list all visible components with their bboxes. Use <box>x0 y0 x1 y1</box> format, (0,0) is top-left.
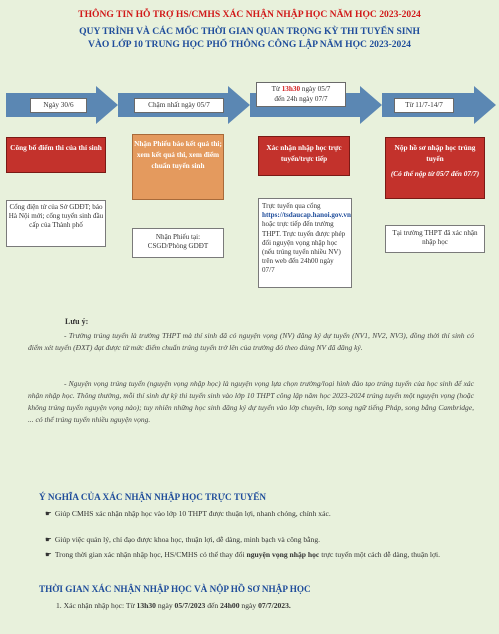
step2-info: Nhận Phiếu tại: CSGD/Phòng GDĐT <box>132 228 224 258</box>
page-title: THÔNG TIN HỖ TRỢ HS/CMHS XÁC NHẬN NHẬP HỌC NĂM HỌC 2023-2024 <box>78 9 421 20</box>
pointing-hand-icon: ☛ <box>45 550 52 559</box>
notes-paragraph-1: - Trường trúng tuyển là trường THPT mà thí sinh đã có nguyện vọng (NV) đăng ký dự tuyển (NV1, NV2, NV3), đồng thời thí sinh có điểm xét tuyển (ĐXT) đạt được từ mức điểm chuẩn trúng tuyển trở lên của trường đó theo đúng NV đã đăng ký. <box>28 331 474 352</box>
step3-date: Từ 13h30 ngày 05/7 đến 24h ngày 07/7 <box>256 82 346 107</box>
step2-date: Chậm nhất ngày 05/7 <box>134 98 224 113</box>
step3-info: Trực tuyến qua cổng https://tsdaucap.hanoi.gov.vn hoặc trực tiếp đến trường THPT. Trực tuyến được phép đổi nguyện vọng nhập học (nếu trúng tuyển nhiều NV) trên web đến 24h00 ngày 07/7 <box>258 198 352 288</box>
timeline-arrowhead-2 <box>228 86 250 124</box>
step4-title: Nộp hồ sơ nhập học trúng tuyển <box>394 143 476 163</box>
step4-box <box>385 137 485 199</box>
pointing-hand-icon: ☛ <box>45 535 52 544</box>
timeline-arrowhead-1 <box>96 86 118 124</box>
timeline-arrowhead-3 <box>360 86 382 124</box>
notes-label: Lưu ý: <box>65 317 89 326</box>
meaning-bullet-1: ☛ Giúp CMHS xác nhận nhập học vào lớp 10 THPT được thuận lợi, nhanh chóng, chính xác. <box>45 509 331 518</box>
step3-title: Xác nhận nhập học trực tuyến/trực tiếp <box>266 143 342 163</box>
meaning-bullet-3: ☛ Trong thời gian xác nhận nhập học, HS/CMHS có thể thay đổi nguyện vọng nhập học trực tuyến một cách dễ dàng, thuận lợi. <box>45 550 441 559</box>
pointing-hand-icon: ☛ <box>45 509 52 518</box>
step1-box <box>6 137 106 173</box>
page-subtitle <box>0 25 499 51</box>
step4-note: (Có thể nộp từ 05/7 đến 07/7) <box>390 169 480 178</box>
step2-box <box>132 134 224 200</box>
schedule-item-1: 1. Xác nhận nhập học: Từ 13h30 ngày 05/7/2023 đến 24h00 ngày 07/7/2023. <box>56 601 291 610</box>
step1-date: Ngày 30/6 <box>30 98 87 113</box>
subtitle-line-2: VÀO LỚP 10 TRUNG HỌC PHỔ THÔNG CÔNG LẬP NĂM HỌC 2023-2024 <box>88 39 411 50</box>
step3-box <box>258 136 350 176</box>
step2-title: Nhận Phiếu báo kết quả thi; xem kết quả thi, xem điểm chuẩn tuyển sinh <box>134 139 222 170</box>
subtitle-line-1: QUY TRÌNH VÀ CÁC MỐC THỜI GIAN QUAN TRỌNG KỲ THI TUYỂN SINH <box>79 26 420 37</box>
schedule-heading: THỜI GIAN XÁC NHẬN NHẬP HỌC VÀ NỘP HỒ SƠ NHẬP HỌC <box>39 584 311 594</box>
timeline-arrowhead-4 <box>474 86 496 124</box>
step1-info: Cổng điện tử của Sở GDĐT; báo Hà Nội mới; cổng tuyển sinh đầu cấp của Thành phố <box>6 200 106 247</box>
notes-paragraph-2: - Nguyện vọng trúng tuyển (nguyện vọng nhập học) là nguyện vọng lựa chọn trường/loại hình đào tạo trúng tuyển của học sinh để xác nhận nhập học. Thông thường, mỗi thí sinh dự kỳ thi tuyển sinh vào lớp 10 THPT công lập năm học 2023-2024 trúng tuyển một nguyện vọng (hoặc không trúng tuyển nguyện vọng nào); tuy nhiên những học sinh đăng ký dự tuyển vào lớp chuyên, lớp song ngữ tiếng Pháp, song bằng Cambridge, ... có thể trúng tuyển nhiều nguyện vọng. <box>28 379 474 424</box>
step4-date: Từ 11/7-14/7 <box>394 98 454 113</box>
step1-title: Công bố điểm thi của thí sinh <box>10 143 102 152</box>
meaning-bullet-2: ☛ Giúp việc quản lý, chỉ đạo được khoa học, thuận lợi, dễ dàng, minh bạch và công bằng. <box>45 535 321 544</box>
step4-info: Tại trường THPT đã xác nhận nhập học <box>385 225 485 253</box>
tsdaucap-link[interactable]: https://tsdaucap.hanoi.gov.vn <box>262 211 351 220</box>
meaning-heading: Ý NGHĨA CỦA XÁC NHẬN NHẬP HỌC TRỰC TUYẾN <box>39 492 266 502</box>
